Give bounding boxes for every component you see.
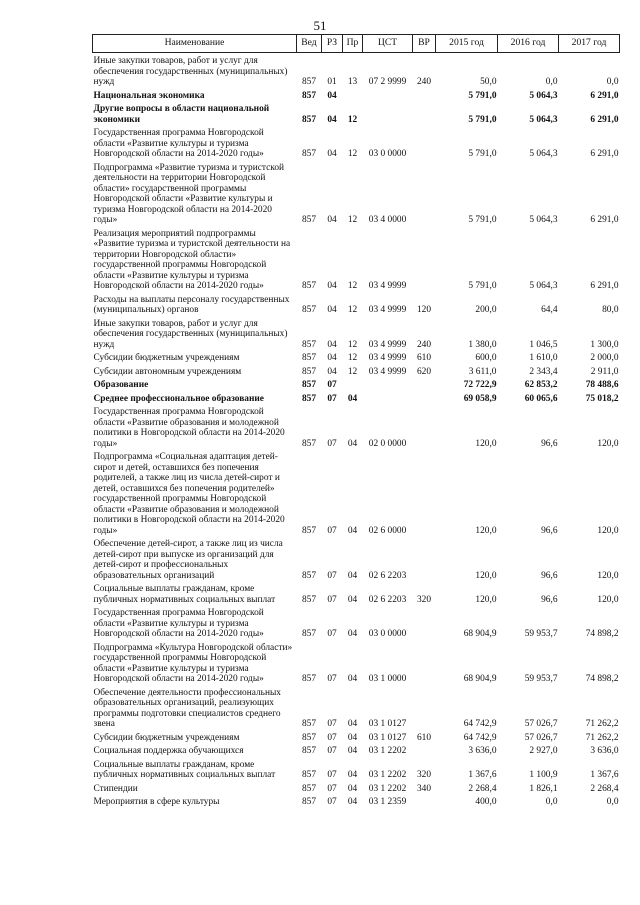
cell-rz: 04 xyxy=(327,339,337,350)
cell-2017: 74 898,2 xyxy=(585,674,619,684)
cell-cst: 07 2 9999 xyxy=(368,77,407,87)
cell-name: Государственная программа Новгородской области «Развитие образования и молодежной политики в Новгородской области на 2014-2020 годы» xyxy=(93,407,285,449)
table-row xyxy=(93,53,620,88)
cell-vr xyxy=(413,685,436,730)
cell-rz: 07 xyxy=(327,746,337,756)
cell-pr: 04 xyxy=(347,525,358,536)
cell-ved: 857 xyxy=(301,339,317,350)
cell-name: Субсидии бюджетным учреждениям xyxy=(93,732,240,743)
cell-vr xyxy=(413,226,436,292)
col-header-vr: ВР xyxy=(413,35,436,53)
cell-vr xyxy=(413,377,436,391)
cell-rz: 04 xyxy=(327,305,337,315)
cell-pr: 04 xyxy=(347,746,358,756)
cell-2015: 64 742,9 xyxy=(463,732,497,743)
cell-rz: 04 xyxy=(327,281,337,291)
cell-cst: 03 1 2202 xyxy=(368,783,407,794)
cell-vr xyxy=(413,391,436,405)
cell-pr: 04 xyxy=(347,570,358,581)
cell-ved: 857 xyxy=(301,90,317,101)
table-row xyxy=(93,605,620,640)
cell-cst: 03 0 0000 xyxy=(368,629,407,639)
cell-cst xyxy=(363,377,413,391)
cell-name: Государственная программа Новгородской области «Развитие культуры и туризма Новгородской области на 2014-2020 годы» xyxy=(93,608,264,639)
table-row xyxy=(93,292,620,316)
cell-rz: 04 xyxy=(327,90,337,101)
cell-ved: 857 xyxy=(301,305,317,315)
col-header-name: Наименование xyxy=(93,35,297,53)
table-row xyxy=(93,226,620,292)
table-body xyxy=(93,53,620,808)
cell-2017: 120,0 xyxy=(597,438,619,449)
cell-2017: 0,0 xyxy=(606,797,619,807)
cell-pr: 12 xyxy=(347,149,358,159)
cell-2016: 2 343,4 xyxy=(529,366,558,377)
cell-2017: 75 018,2 xyxy=(585,393,619,404)
cell-pr: 12 xyxy=(347,366,358,377)
cell-rz: 04 xyxy=(327,353,337,363)
cell-cst xyxy=(363,391,413,405)
cell-rz: 07 xyxy=(327,674,337,684)
cell-pr: 12 xyxy=(347,353,358,363)
cell-cst: 03 4 9999 xyxy=(368,339,407,350)
cell-name: Иные закупки товаров, работ и услуг для обеспечения государственных (муниципальных) нужд xyxy=(93,318,288,350)
cell-ved: 857 xyxy=(301,629,317,639)
cell-pr: 04 xyxy=(347,719,358,729)
table-row xyxy=(93,350,620,364)
cell-pr: 12 xyxy=(347,281,358,291)
cell-name: Социальные выплаты гражданам, кроме публичных нормативных социальных выплат xyxy=(93,584,276,605)
cell-2015: 120,0 xyxy=(475,525,497,536)
cell-pr: 04 xyxy=(347,438,358,449)
cell-2016: 5 064,3 xyxy=(529,90,558,101)
cell-2015: 120,0 xyxy=(475,438,497,449)
cell-rz: 04 xyxy=(327,149,337,159)
cell-name: Иные закупки товаров, работ и услуг для обеспечения государственных (муниципальных) нужд xyxy=(93,56,288,87)
cell-cst: 03 0 0000 xyxy=(368,149,407,159)
cell-cst xyxy=(363,88,413,102)
cell-ved: 857 xyxy=(301,797,317,807)
cell-vr xyxy=(413,605,436,640)
cell-name: Реализация мероприятий подпрограммы «Развитие туризма и туристской деятельности на территории Новгородской области» государственной программы Новгородской области «Развитие культуры и туризма Новгородской области на 2014-2020 годы» xyxy=(93,228,291,291)
cell-rz: 07 xyxy=(327,629,337,639)
cell-2016: 0,0 xyxy=(545,797,558,807)
table-row xyxy=(93,316,620,351)
cell-ved: 857 xyxy=(301,770,317,780)
cell-2016: 1 100,9 xyxy=(529,770,558,780)
cell-ved: 857 xyxy=(301,594,317,605)
cell-name: Обеспечение деятельности профессиональных образовательных организаций, реализующих программы подготовки специалистов среднего звена xyxy=(93,687,281,729)
cell-cst: 02 6 2203 xyxy=(368,594,407,605)
cell-vr: 610 xyxy=(416,353,432,363)
cell-name: Мероприятия в сфере культуры xyxy=(93,797,220,807)
table-row xyxy=(93,125,620,160)
cell-ved: 857 xyxy=(301,215,317,225)
cell-name: Социальные выплаты гражданам, кроме публичных нормативных социальных выплат xyxy=(93,759,276,780)
cell-name: Субсидии автономным учреждениям xyxy=(93,366,242,377)
cell-rz: 07 xyxy=(327,719,337,729)
cell-2016: 5 064,3 xyxy=(529,114,558,125)
cell-2017: 6 291,0 xyxy=(590,281,619,291)
cell-rz: 07 xyxy=(327,783,337,794)
cell-rz: 01 xyxy=(327,77,337,87)
cell-2016: 59 953,7 xyxy=(524,629,558,639)
cell-ved: 857 xyxy=(301,149,317,159)
cell-ved: 857 xyxy=(301,438,317,449)
cell-2017: 6 291,0 xyxy=(590,149,619,159)
cell-2016: 96,6 xyxy=(541,570,558,581)
cell-ved: 857 xyxy=(301,77,317,87)
cell-2015: 1 380,0 xyxy=(468,339,497,350)
cell-2016: 64,4 xyxy=(541,305,558,315)
cell-cst: 03 1 0127 xyxy=(368,719,407,729)
cell-2015: 3 611,0 xyxy=(468,366,497,377)
cell-2017: 78 488,6 xyxy=(585,380,619,390)
cell-2016: 57 026,7 xyxy=(524,732,558,743)
cell-rz: 07 xyxy=(327,570,337,581)
cell-ved: 857 xyxy=(301,525,317,536)
cell-cst: 03 4 9999 xyxy=(368,305,407,315)
cell-2017: 2 000,0 xyxy=(590,353,619,363)
cell-2015: 72 722,9 xyxy=(463,380,497,390)
cell-cst: 03 1 2202 xyxy=(368,770,407,780)
cell-rz: 07 xyxy=(327,380,337,390)
cell-2017: 6 291,0 xyxy=(590,114,619,125)
cell-vr: 610 xyxy=(416,732,432,743)
cell-2016: 96,6 xyxy=(541,525,558,536)
cell-2017: 74 898,2 xyxy=(585,629,619,639)
cell-2016: 96,6 xyxy=(541,594,558,605)
cell-vr xyxy=(413,536,436,581)
table-row xyxy=(93,730,620,744)
cell-name: Подпрограмма «Социальная адаптация детей-сирот и детей, оставшихся без попечения родителей, а также лиц из числа детей-сирот и детей, оставшихся без попечения родителей» государственной программы Новгородской области «Развитие образования и молодежной политики в Новгородской области на 2014-2020 годы» xyxy=(93,452,285,536)
cell-2015: 120,0 xyxy=(475,594,497,605)
cell-vr xyxy=(413,743,436,757)
table-row xyxy=(93,640,620,685)
cell-pr xyxy=(343,377,363,391)
cell-ved: 857 xyxy=(301,114,317,125)
cell-2015: 3 636,0 xyxy=(468,746,497,756)
cell-2015: 400,0 xyxy=(475,797,497,807)
cell-2016: 59 953,7 xyxy=(524,674,558,684)
cell-2015: 68 904,9 xyxy=(463,629,497,639)
cell-2017: 2 268,4 xyxy=(590,783,619,794)
cell-ved: 857 xyxy=(301,393,317,404)
table-row xyxy=(93,160,620,226)
cell-cst: 03 4 0000 xyxy=(368,215,407,225)
cell-2017: 1 367,6 xyxy=(590,770,619,780)
cell-vr xyxy=(413,125,436,160)
cell-2016: 1 046,5 xyxy=(529,339,558,350)
cell-2017: 6 291,0 xyxy=(590,90,619,101)
cell-cst: 03 1 0000 xyxy=(368,674,407,684)
cell-pr: 12 xyxy=(347,339,358,350)
cell-pr: 13 xyxy=(347,77,358,87)
cell-ved: 857 xyxy=(301,353,317,363)
table-row xyxy=(93,364,620,378)
cell-pr: 04 xyxy=(347,629,358,639)
cell-2017: 2 911,0 xyxy=(590,366,619,377)
cell-name: Среднее профессиональное образование xyxy=(93,393,264,404)
cell-vr: 340 xyxy=(416,783,432,794)
cell-rz: 07 xyxy=(327,732,337,743)
cell-2017: 120,0 xyxy=(597,525,619,536)
cell-cst: 02 6 0000 xyxy=(368,525,407,536)
cell-2015: 5 791,0 xyxy=(468,215,497,225)
col-header-ved: Вед xyxy=(297,35,322,53)
cell-2017: 1 300,0 xyxy=(590,339,619,350)
cell-name: Национальная экономика xyxy=(93,90,205,101)
cell-vr: 320 xyxy=(416,770,432,780)
cell-ved: 857 xyxy=(301,281,317,291)
table-row xyxy=(93,581,620,605)
cell-pr: 04 xyxy=(347,674,358,684)
cell-pr: 12 xyxy=(347,114,358,125)
cell-vr: 240 xyxy=(416,77,432,87)
cell-2017: 71 262,2 xyxy=(585,719,619,729)
cell-vr xyxy=(413,88,436,102)
col-header-2017: 2017 год xyxy=(559,35,620,53)
cell-ved: 857 xyxy=(301,783,317,794)
cell-pr: 04 xyxy=(347,783,358,794)
cell-2016: 0,0 xyxy=(545,77,558,87)
cell-rz: 07 xyxy=(327,525,337,536)
cell-ved: 857 xyxy=(301,746,317,756)
cell-vr xyxy=(413,794,436,808)
table-row xyxy=(93,449,620,536)
table-row xyxy=(93,536,620,581)
cell-pr: 12 xyxy=(347,305,358,315)
cell-2017: 120,0 xyxy=(597,570,619,581)
cell-pr xyxy=(343,88,363,102)
cell-ved: 857 xyxy=(301,366,317,377)
cell-2015: 5 791,0 xyxy=(468,114,497,125)
col-header-rz: РЗ xyxy=(322,35,343,53)
cell-vr: 120 xyxy=(416,305,432,315)
cell-2016: 60 065,6 xyxy=(524,393,558,404)
cell-2016: 57 026,7 xyxy=(524,719,558,729)
cell-2017: 6 291,0 xyxy=(590,215,619,225)
cell-vr xyxy=(413,160,436,226)
cell-2016: 5 064,3 xyxy=(529,149,558,159)
cell-name: Другие вопросы в области национальной экономики xyxy=(93,104,270,125)
cell-rz: 07 xyxy=(327,797,337,807)
cell-name: Субсидии бюджетным учреждениям xyxy=(93,353,240,363)
cell-2016: 5 064,3 xyxy=(529,281,558,291)
cell-cst: 03 4 9999 xyxy=(368,353,407,363)
cell-pr: 12 xyxy=(347,215,358,225)
cell-rz: 07 xyxy=(327,393,337,404)
cell-2015: 5 791,0 xyxy=(468,90,497,101)
table-header-row xyxy=(93,35,620,53)
cell-rz: 04 xyxy=(327,215,337,225)
cell-cst: 03 4 9999 xyxy=(368,366,407,377)
table-row xyxy=(93,404,620,449)
cell-vr xyxy=(413,449,436,536)
cell-rz: 04 xyxy=(327,366,337,377)
cell-2017: 3 636,0 xyxy=(590,746,619,756)
cell-2015: 68 904,9 xyxy=(463,674,497,684)
cell-2015: 5 791,0 xyxy=(468,281,497,291)
cell-2017: 80,0 xyxy=(602,305,619,315)
cell-vr: 240 xyxy=(416,339,432,350)
cell-ved: 857 xyxy=(301,380,317,390)
cell-ved: 857 xyxy=(301,719,317,729)
cell-rz: 07 xyxy=(327,594,337,605)
table-row xyxy=(93,743,620,757)
cell-cst: 03 4 9999 xyxy=(368,281,407,291)
cell-2016: 96,6 xyxy=(541,438,558,449)
cell-name: Расходы на выплаты персоналу государственных (муниципальных) органов xyxy=(93,294,290,315)
cell-ved: 857 xyxy=(301,570,317,581)
cell-ved: 857 xyxy=(301,732,317,743)
col-header-2016: 2016 год xyxy=(498,35,559,53)
cell-rz: 04 xyxy=(327,114,337,125)
table-row xyxy=(93,757,620,781)
cell-2015: 120,0 xyxy=(475,570,497,581)
cell-pr: 04 xyxy=(347,797,358,807)
table-row xyxy=(93,377,620,391)
cell-pr: 04 xyxy=(347,770,358,780)
cell-vr xyxy=(413,640,436,685)
cell-ved: 857 xyxy=(301,674,317,684)
cell-cst: 02 0 0000 xyxy=(368,438,407,449)
table-row xyxy=(93,101,620,125)
cell-2015: 50,0 xyxy=(480,77,497,87)
cell-rz: 07 xyxy=(327,770,337,780)
cell-cst: 02 6 2203 xyxy=(368,570,407,581)
cell-pr: 04 xyxy=(347,594,358,605)
table-row xyxy=(93,794,620,808)
cell-2015: 600,0 xyxy=(475,353,497,363)
cell-name: Социальная поддержка обучающихся xyxy=(93,746,244,756)
cell-cst xyxy=(363,101,413,125)
cell-vr: 320 xyxy=(416,594,432,605)
cell-2015: 69 058,9 xyxy=(463,393,497,404)
budget-table xyxy=(92,34,620,808)
cell-pr: 04 xyxy=(347,393,358,404)
cell-name: Подпрограмма «Развитие туризма и туристской деятельности на территории Новгородской области» государственной программы Новгородской области «Развитие культуры и туризма Новгородской области на 2014-2020 годы» xyxy=(93,162,285,225)
cell-2015: 200,0 xyxy=(475,305,497,315)
cell-cst: 03 1 2202 xyxy=(368,746,407,756)
col-header-cst: ЦСТ xyxy=(363,35,413,53)
cell-rz: 07 xyxy=(327,438,337,449)
cell-2016: 5 064,3 xyxy=(529,215,558,225)
cell-name: Государственная программа Новгородской области «Развитие культуры и туризма Новгородской области на 2014-2020 годы» xyxy=(93,128,264,159)
cell-cst: 03 1 2359 xyxy=(368,797,407,807)
cell-2017: 0,0 xyxy=(606,77,619,87)
cell-name: Стипендии xyxy=(93,783,138,794)
cell-vr: 620 xyxy=(416,366,432,377)
table-row xyxy=(93,391,620,405)
table-row xyxy=(93,781,620,795)
cell-2016: 1 826,1 xyxy=(529,783,558,794)
cell-2016: 62 853,2 xyxy=(524,380,558,390)
col-header-2015: 2015 год xyxy=(436,35,498,53)
cell-name: Подпрограмма «Культура Новгородской области» государственной программы Новгородской области «Развитие культуры и туризма Новгородской области на 2014-2020 годы» xyxy=(93,642,293,684)
cell-pr: 04 xyxy=(347,732,358,743)
cell-2015: 2 268,4 xyxy=(468,783,497,794)
cell-2015: 5 791,0 xyxy=(468,149,497,159)
cell-cst: 03 1 0127 xyxy=(368,732,407,743)
cell-2015: 64 742,9 xyxy=(463,719,497,729)
col-header-pr: Пр xyxy=(343,35,363,53)
cell-2015: 1 367,6 xyxy=(468,770,497,780)
cell-name: Обеспечение детей-сирот, а также лиц из числа детей-сирот при выпуске из организаций для детей-сирот и профессиональных образовательных организаций xyxy=(93,539,283,581)
cell-vr xyxy=(413,404,436,449)
cell-name: Образование xyxy=(93,380,149,390)
cell-2017: 120,0 xyxy=(597,594,619,605)
cell-2016: 1 610,0 xyxy=(529,353,558,363)
cell-2016: 2 927,0 xyxy=(529,746,558,756)
page-number: 51 xyxy=(313,18,327,33)
table-row xyxy=(93,685,620,730)
cell-vr xyxy=(413,101,436,125)
cell-2017: 71 262,2 xyxy=(585,732,619,743)
table-row xyxy=(93,88,620,102)
